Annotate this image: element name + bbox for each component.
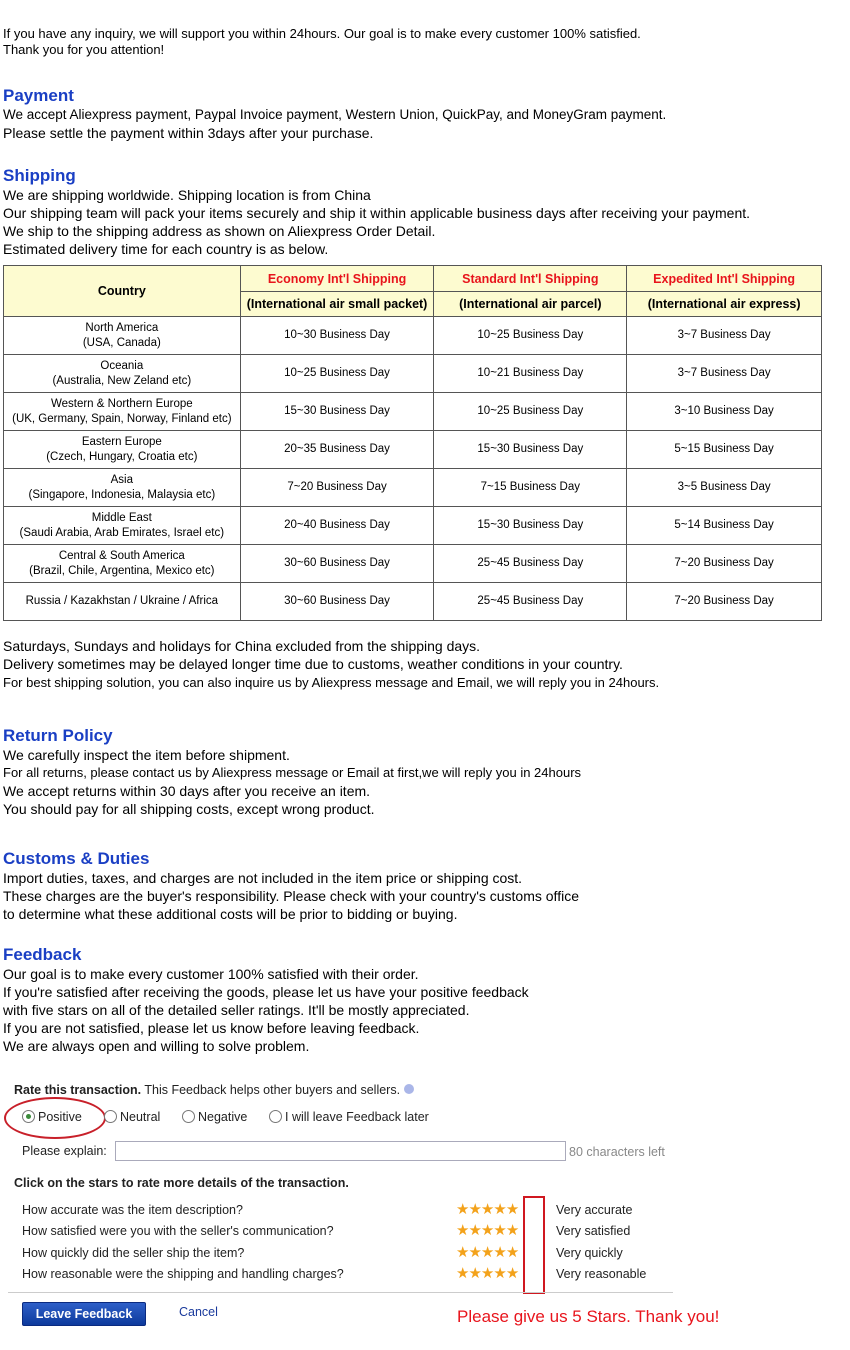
divider (8, 1292, 673, 1293)
text-line: For best shipping solution, you can also inquire us by Aliexpress message and Email, we will reply you in 24hours. (3, 675, 660, 690)
rating-label: Very reasonable (556, 1266, 647, 1281)
star-icon[interactable]: ★ (493, 1243, 506, 1261)
region-name: North America (85, 321, 159, 334)
delivery-time-cell: 10~25 Business Day (240, 355, 434, 393)
radio-icon (182, 1110, 195, 1123)
explain-label: Please explain: (22, 1144, 107, 1158)
info-icon[interactable] (404, 1084, 414, 1094)
column-header: Expedited Int'l Shipping (627, 266, 822, 292)
customs-heading: Customs & Duties (3, 849, 150, 868)
delivery-time-cell: 20~40 Business Day (240, 507, 434, 545)
fifth-star-highlight (523, 1196, 545, 1294)
text-line: If you're satisfied after receiving the goods, please let us have your positive feedback (3, 984, 529, 1000)
delivery-time-cell: 25~45 Business Day (434, 583, 627, 621)
text-line: Our shipping team will pack your items securely and ship it within applicable business days after receiving your payment. (3, 205, 751, 221)
delivery-time-cell: 15~30 Business Day (434, 431, 627, 469)
rating-question: How accurate was the item description? (22, 1203, 243, 1217)
delivery-time-cell: 3~7 Business Day (627, 355, 822, 393)
star-icon[interactable]: ★ (493, 1264, 506, 1282)
star-icon[interactable]: ★ (505, 1243, 519, 1261)
radio-label: Positive (38, 1110, 82, 1124)
radio-label: Neutral (120, 1110, 161, 1124)
star-icon[interactable]: ★ (493, 1201, 506, 1218)
text-line: You should pay for all shipping costs, except wrong product. (3, 801, 375, 817)
radio-label: Negative (198, 1110, 248, 1124)
shipping-time-table (3, 265, 822, 621)
region-name: Asia (110, 473, 134, 486)
region-cell (4, 431, 241, 469)
star-icon[interactable]: ★ (505, 1222, 519, 1240)
star-icon[interactable]: ★ (480, 1243, 494, 1261)
star-icon[interactable]: ★ (456, 1243, 469, 1261)
star-rating[interactable] (456, 1200, 518, 1218)
delivery-time-cell: 10~21 Business Day (434, 355, 627, 393)
star-icon[interactable]: ★ (468, 1201, 481, 1218)
text-line: If you are not satisfied, please let us know before leaving feedback. (3, 1020, 420, 1036)
table-row (4, 355, 822, 393)
column-subheader: (International air express) (627, 292, 822, 317)
radio-neutral[interactable] (104, 1110, 160, 1124)
region-name: Central & South America (58, 549, 185, 562)
delivery-time-cell: 3~5 Business Day (627, 469, 822, 507)
rating-label: Very satisfied (556, 1224, 631, 1239)
payment-section (3, 86, 666, 142)
column-header: Economy Int'l Shipping (240, 266, 434, 292)
delivery-time-cell: 15~30 Business Day (240, 393, 434, 431)
payment-heading: Payment (3, 86, 74, 105)
region-name: Oceania (100, 359, 144, 372)
delivery-time-cell: 30~60 Business Day (240, 583, 434, 621)
intro (3, 25, 641, 59)
return-section (3, 726, 581, 818)
table-row (4, 583, 822, 621)
delivery-time-cell: 15~30 Business Day (434, 507, 627, 545)
star-icon[interactable]: ★ (480, 1222, 494, 1240)
region-detail: (Brazil, Chile, Argentina, Mexico etc) (29, 564, 215, 577)
region-cell (4, 393, 241, 431)
text-line: Saturdays, Sundays and holidays for China excluded from the shipping days. (3, 638, 481, 654)
delivery-time-cell: 10~30 Business Day (240, 317, 434, 355)
rating-label: Very quickly (556, 1245, 623, 1260)
rating-label: Very accurate (556, 1203, 633, 1217)
text-line: Our goal is to make every customer 100% satisfied with their order. (3, 966, 419, 982)
radio-icon (269, 1110, 282, 1123)
text-line: We accept returns within 30 days after you receive an item. (3, 783, 371, 799)
table-row (4, 317, 822, 355)
text-line: We ship to the shipping address as shown on Aliexpress Order Detail. (3, 223, 436, 239)
cancel-link[interactable]: Cancel (179, 1305, 218, 1319)
text-line: Delivery sometimes may be delayed longer time due to customs, weather conditions in your country. (3, 656, 623, 672)
delivery-time-cell: 7~20 Business Day (627, 583, 822, 621)
region-detail: (UK, Germany, Spain, Norway, Finland etc) (12, 412, 232, 425)
table-row (4, 431, 822, 469)
star-icon[interactable]: ★ (468, 1264, 481, 1282)
delivery-time-cell: 20~35 Business Day (240, 431, 434, 469)
delivery-time-cell: 5~15 Business Day (627, 431, 822, 469)
text-line: We carefully inspect the item before shipment. (3, 747, 290, 763)
radio-later[interactable] (269, 1110, 429, 1124)
star-icon[interactable]: ★ (468, 1222, 481, 1240)
chars-left: 80 characters left (569, 1145, 665, 1159)
shipping-notes (3, 637, 659, 692)
region-cell (4, 583, 241, 621)
explain-input[interactable] (115, 1141, 566, 1161)
column-subheader: (International air parcel) (434, 292, 627, 317)
radio-icon (22, 1110, 35, 1123)
shipping-heading: Shipping (3, 166, 76, 185)
country-header: Country (4, 266, 241, 317)
delivery-time-cell: 7~20 Business Day (240, 469, 434, 507)
delivery-time-cell: 10~25 Business Day (434, 317, 627, 355)
intro-line: If you have any inquiry, we will support you within 24hours. Our goal is to make every customer 100% satisfied. (3, 26, 641, 41)
customs-section (3, 849, 579, 923)
delivery-time-cell: 5~14 Business Day (627, 507, 822, 545)
feedback-heading: Feedback (3, 945, 82, 964)
delivery-time-cell: 3~10 Business Day (627, 393, 822, 431)
star-icon[interactable]: ★ (468, 1243, 481, 1261)
radio-negative[interactable] (182, 1110, 247, 1124)
star-rating[interactable] (456, 1221, 518, 1239)
region-detail: (USA, Canada) (82, 336, 161, 349)
delivery-time-cell: 10~25 Business Day (434, 393, 627, 431)
radio-label: I will leave Feedback later (285, 1110, 429, 1124)
star-icon[interactable]: ★ (480, 1264, 494, 1282)
region-cell (4, 545, 241, 583)
star-icon[interactable]: ★ (505, 1264, 519, 1282)
delivery-time-cell: 3~7 Business Day (627, 317, 822, 355)
column-header: Standard Int'l Shipping (434, 266, 627, 292)
text-line: Please settle the payment within 3days after your purchase. (3, 125, 374, 141)
text-line: Estimated delivery time for each country is as below. (3, 241, 329, 257)
region-name: Eastern Europe (81, 435, 162, 448)
delivery-time-cell: 30~60 Business Day (240, 545, 434, 583)
delivery-time-cell: 7~15 Business Day (434, 469, 627, 507)
text-line: These charges are the buyer's responsibility. Please check with your country's customs office (3, 888, 579, 904)
region-detail: (Czech, Hungary, Croatia etc) (46, 450, 198, 463)
stars-prompt: Click on the stars to rate more details of the transaction. (14, 1176, 349, 1190)
region-name: Middle East (91, 511, 152, 524)
column-subheader: (International air small packet) (240, 292, 434, 317)
region-name: Western & Northern Europe (50, 397, 193, 410)
star-icon[interactable]: ★ (505, 1201, 519, 1218)
leave-feedback-button[interactable]: Leave Feedback (22, 1302, 146, 1326)
text-line: Import duties, taxes, and charges are not included in the item price or shipping cost. (3, 870, 523, 886)
region-detail: (Australia, New Zeland etc) (52, 374, 192, 387)
region-cell (4, 355, 241, 393)
radio-icon (104, 1110, 117, 1123)
return-heading: Return Policy (3, 726, 113, 745)
star-rating[interactable] (456, 1264, 518, 1282)
table-row (4, 469, 822, 507)
region-cell (4, 317, 241, 355)
star-icon[interactable]: ★ (480, 1201, 494, 1218)
rate-prompt-bold: Rate this transaction. (14, 1083, 142, 1097)
rate-prompt-text: This Feedback helps other buyers and sellers. (141, 1083, 401, 1097)
region-cell (4, 507, 241, 545)
delivery-time-cell: 7~20 Business Day (627, 545, 822, 583)
region-detail: (Saudi Arabia, Arab Emirates, Israel etc) (19, 526, 225, 539)
star-icon[interactable]: ★ (456, 1201, 469, 1218)
star-icon[interactable]: ★ (456, 1264, 469, 1282)
intro-line: Thank you for you attention! (3, 42, 165, 57)
text-line: We are always open and willing to solve problem. (3, 1038, 310, 1054)
star-icon[interactable]: ★ (456, 1222, 469, 1240)
star-icon[interactable]: ★ (493, 1222, 506, 1240)
radio-positive[interactable] (22, 1110, 82, 1124)
text-line: We are shipping worldwide. Shipping location is from China (3, 187, 371, 203)
star-rating[interactable] (456, 1243, 518, 1261)
table-row (4, 393, 822, 431)
rating-question: How reasonable were the shipping and handling charges? (22, 1266, 344, 1281)
feedback-section (3, 945, 529, 1055)
text-line: We accept Aliexpress payment, Paypal Invoice payment, Western Union, QuickPay, and MoneyGram payment. (3, 107, 667, 122)
shipping-section (3, 166, 750, 258)
rate-prompt (14, 1083, 414, 1097)
table-row (4, 507, 822, 545)
text-line: with five stars on all of the detailed seller ratings. It'll be mostly appreciated. (3, 1002, 470, 1018)
table-row (4, 545, 822, 583)
text-line: to determine what these additional costs will be prior to bidding or buying. (3, 906, 458, 922)
text-line: For all returns, please contact us by Aliexpress message or Email at first,we will reply you in 24hours (3, 765, 582, 780)
region-name: Russia / Kazakhstan / Ukraine / Africa (25, 595, 219, 607)
region-cell (4, 469, 241, 507)
five-stars-plea: Please give us 5 Stars. Thank you! (457, 1307, 720, 1326)
rating-question: How satisfied were you with the seller's communication? (22, 1224, 334, 1239)
region-detail: (Singapore, Indonesia, Malaysia etc) (28, 488, 216, 501)
rating-question: How quickly did the seller ship the item? (22, 1245, 245, 1260)
delivery-time-cell: 25~45 Business Day (434, 545, 627, 583)
